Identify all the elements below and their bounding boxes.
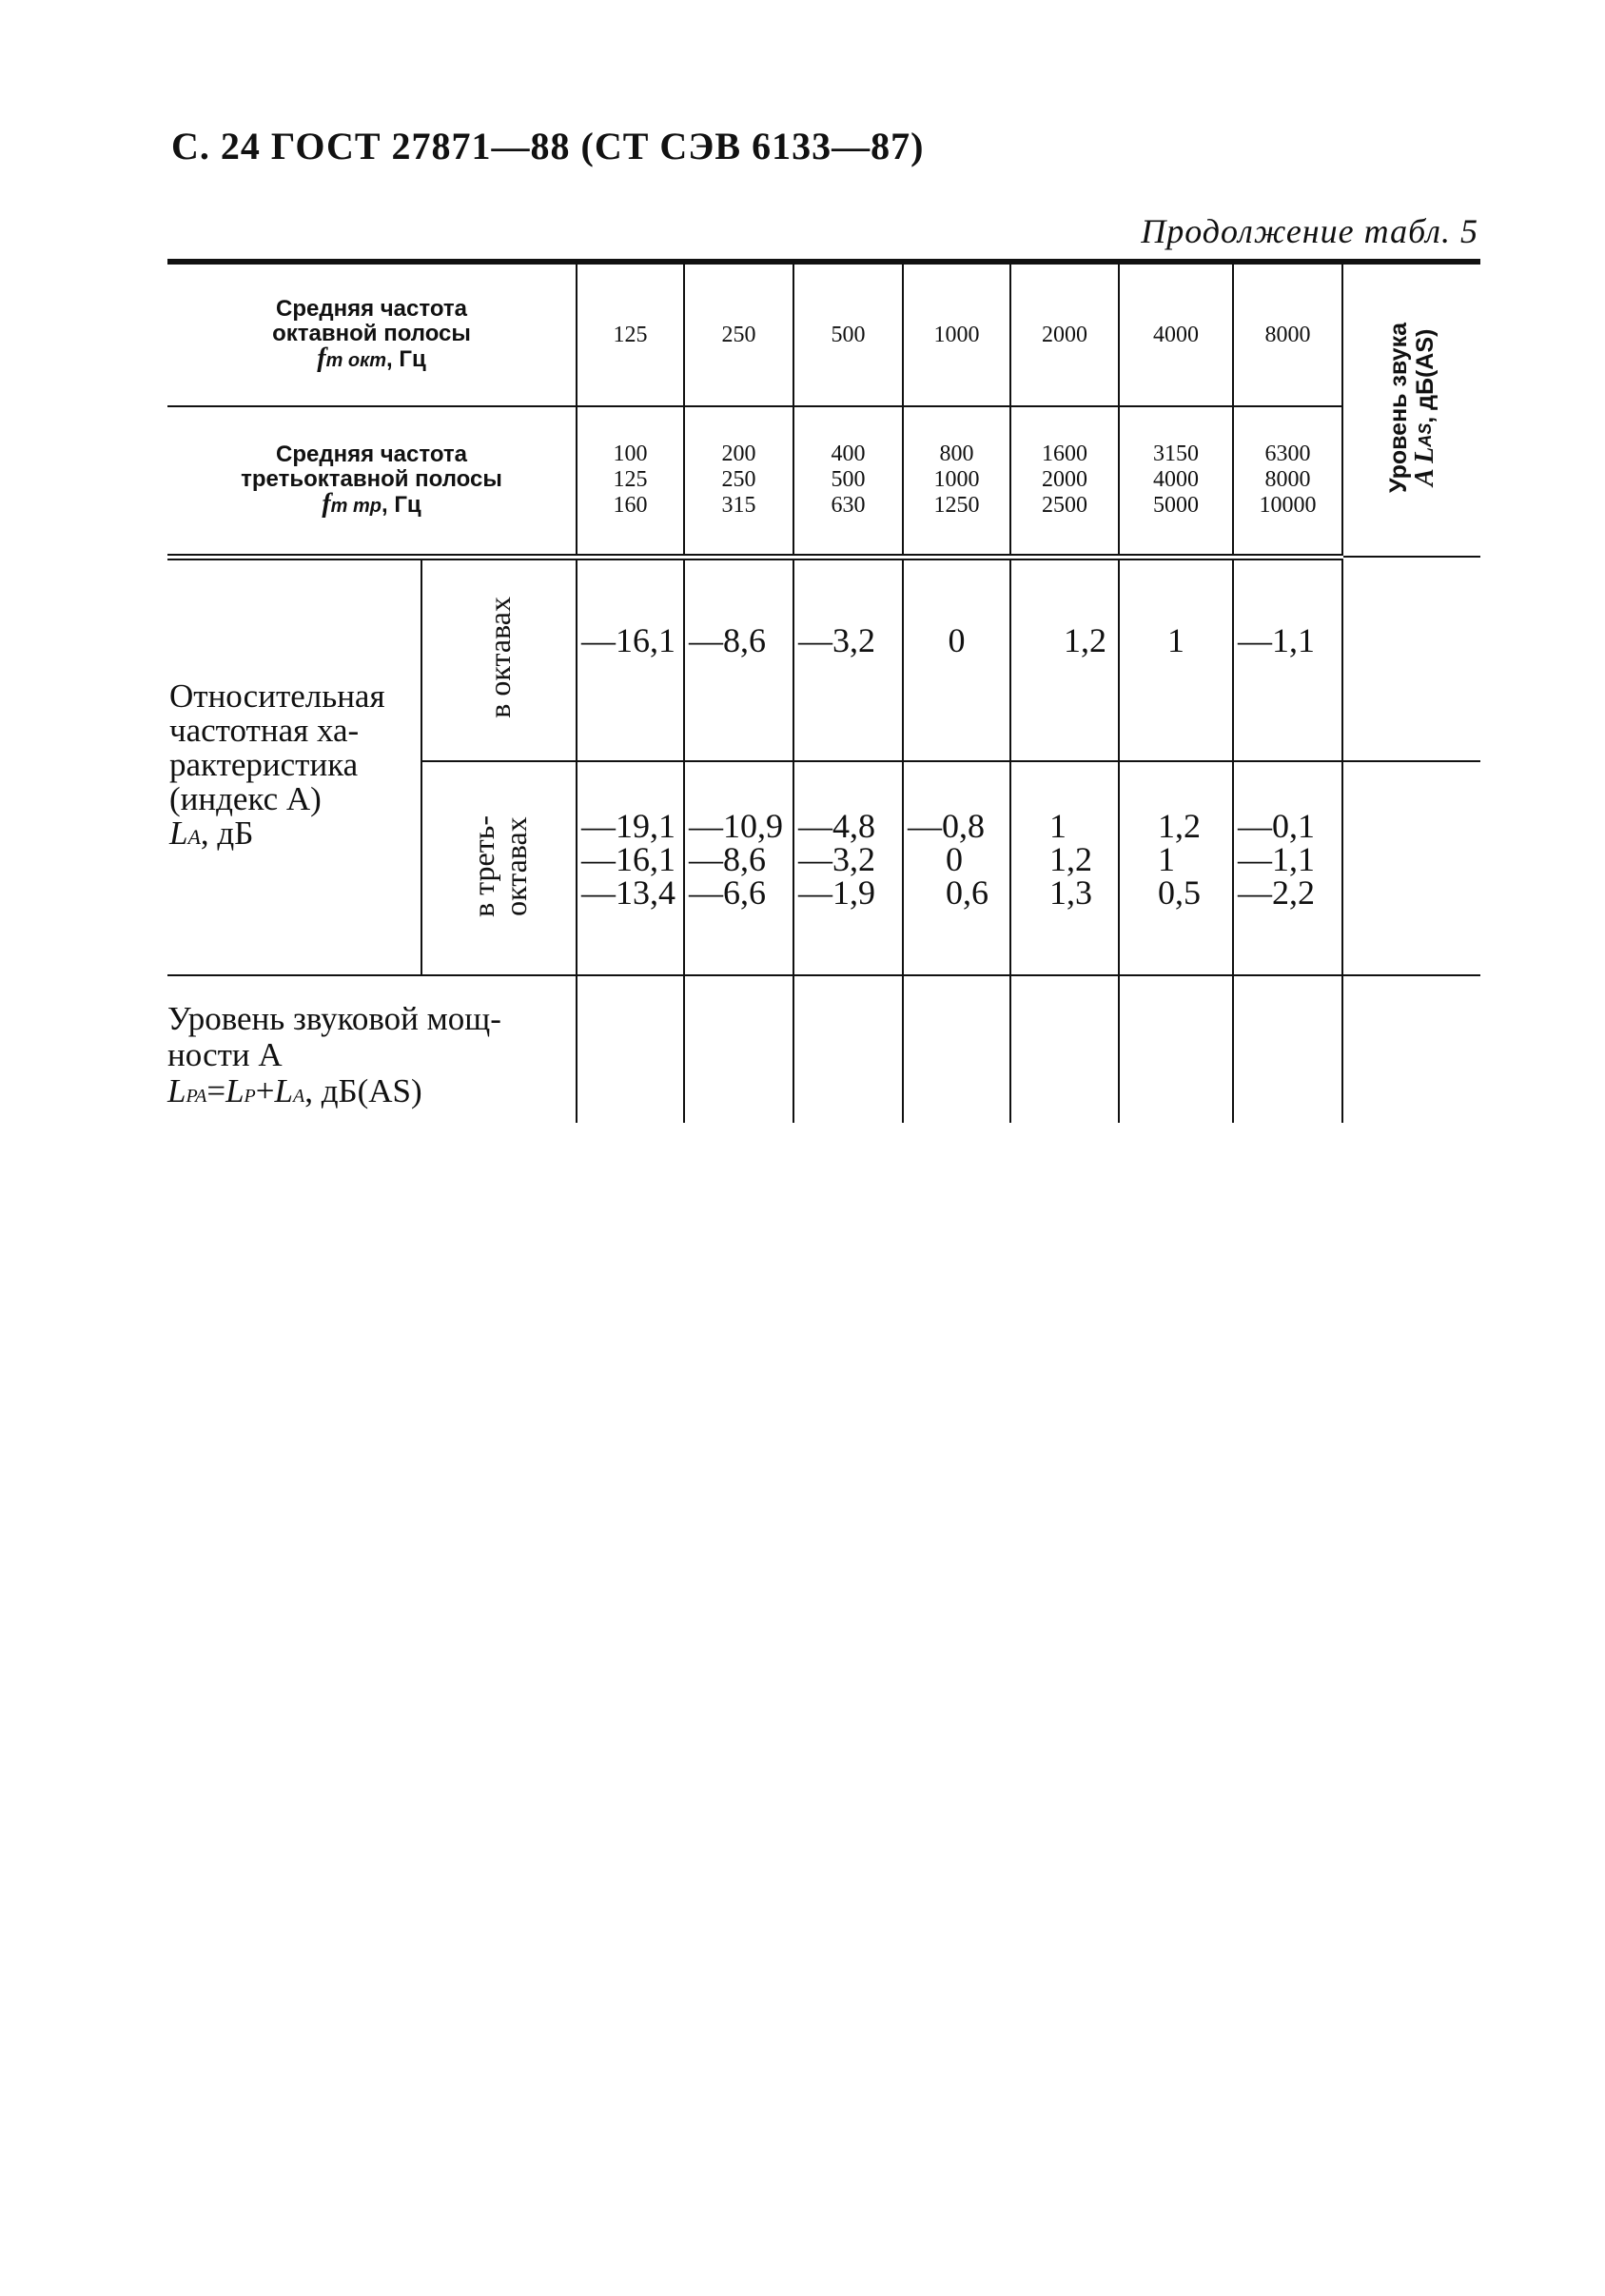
third-label-line1: Средняя частота [276, 441, 467, 467]
third-octave-value-cell: 6300 8000 10000 [1233, 406, 1342, 557]
empty-cell [1342, 557, 1480, 761]
octave-response-cell: 1 [1119, 557, 1233, 761]
third-label-line2: третьоктавной полосы [241, 465, 502, 492]
octave-label-line1: Средняя частота [276, 296, 467, 322]
third-response-cell: —19,1 —16,1 —13,4 [577, 761, 684, 975]
octave-row-label: в октавах [481, 597, 517, 719]
third-octave-header-row [167, 406, 1480, 557]
third-octave-value-cell: 400 500 630 [793, 406, 903, 557]
empty-cell [1342, 975, 1480, 1123]
empty-cell [684, 975, 793, 1123]
octave-header-row [167, 262, 1480, 406]
empty-cell [903, 975, 1010, 1123]
octave-value-cell: 125 [577, 262, 684, 406]
octave-value-cell: 2000 [1010, 262, 1119, 406]
level-header-text: Уровень звука A LAS, дБ(AS) [1385, 323, 1439, 493]
empty-cell [1010, 975, 1119, 1123]
octave-response-cell: —8,6 [684, 557, 793, 761]
frequency-table [167, 259, 1480, 1123]
octave-row-label-cell [421, 557, 577, 761]
third-symbol: fm тр, Гц [322, 488, 421, 519]
octave-value-cell: 500 [793, 262, 903, 406]
third-response-cell: —0,8 0 0,6 [903, 761, 1010, 975]
octave-response-cell: 1,2 [1010, 557, 1119, 761]
octave-header-label [167, 262, 577, 406]
third-response-cell: —10,9 —8,6 —6,6 [684, 761, 793, 975]
table-grid [167, 259, 1480, 1123]
sound-power-formula: LPA=LP+LA, дБ(AS) [167, 1072, 422, 1109]
empty-cell [793, 975, 903, 1123]
level-header-cell [1342, 262, 1480, 557]
third-response-cell: 1,2 1 0,5 [1119, 761, 1233, 975]
third-row-label: в треть- октавах [465, 814, 533, 917]
third-row-label-cell [421, 761, 577, 975]
third-octave-value-cell: 1600 2000 2500 [1010, 406, 1119, 557]
third-response-cell: —0,1 —1,1 —2,2 [1233, 761, 1342, 975]
third-octave-header-label [167, 406, 577, 557]
octave-label-line2: октавной полосы [272, 321, 471, 346]
relative-response-label: Относительная частотная ха- рактеристика (индекс А) LA, дБ [167, 557, 421, 975]
octave-response-cell: —3,2 [793, 557, 903, 761]
octave-value-cell: 250 [684, 262, 793, 406]
octave-response-cell: 0 [903, 557, 1010, 761]
octave-symbol: fm окт, Гц [317, 343, 426, 373]
third-octave-value-cell: 200 250 315 [684, 406, 793, 557]
empty-cell [1233, 975, 1342, 1123]
octave-value-cell: 1000 [903, 262, 1010, 406]
sound-power-label: Уровень звуковой мощ- ности А LPA=LP+LA, дБ(AS) [167, 975, 577, 1123]
empty-cell [577, 975, 684, 1123]
empty-cell [1342, 761, 1480, 975]
third-octave-value-cell: 100 125 160 [577, 406, 684, 557]
octave-response-cell: —1,1 [1233, 557, 1342, 761]
relative-response-octave-row [167, 557, 1480, 761]
octave-value-cell: 4000 [1119, 262, 1233, 406]
third-octave-value-cell: 3150 4000 5000 [1119, 406, 1233, 557]
third-response-cell: —4,8 —3,2 —1,9 [793, 761, 903, 975]
sound-power-row [167, 975, 1480, 1123]
table-continuation-label: Продолжение табл. 5 [1141, 212, 1478, 250]
octave-value-cell: 8000 [1233, 262, 1342, 406]
empty-cell [1119, 975, 1233, 1123]
octave-response-cell: —16,1 [577, 557, 684, 761]
third-response-cell: 1 1,2 1,3 [1010, 761, 1119, 975]
page-header: С. 24 ГОСТ 27871—88 (СТ СЭВ 6133—87) [171, 125, 925, 167]
third-octave-value-cell: 800 1000 1250 [903, 406, 1010, 557]
